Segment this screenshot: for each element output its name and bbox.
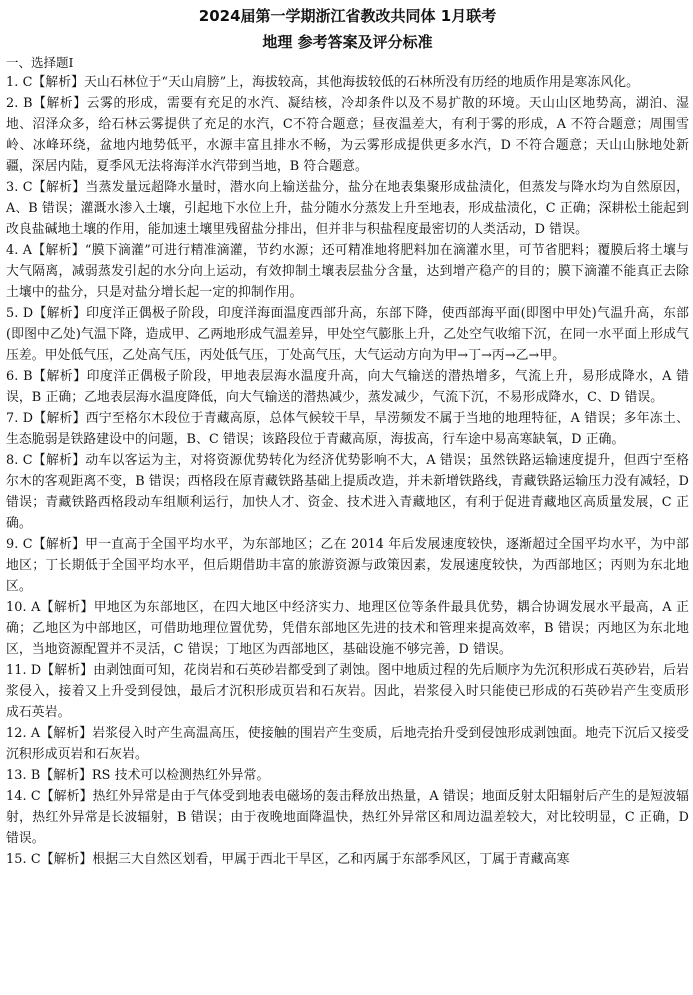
- answer-explanation: “膜下滴灌”可进行精准滴灌，节约水源；还可精准地将肥料加在滴灌水里，可节省肥料；覆膜后将土壤与大气隔离，减弱蒸发引起的水分向上运动，有效抑制土壤表层盐分含量，达到增产稳产的目的；膜下滴灌不能真正去除土壤中的盐分，只是对盐分增长起一定的抑制作用。: [6, 243, 689, 300]
- document-subtitle: 地理 参考答案及评分标准: [262, 33, 433, 51]
- answer-key: 9. C【解析】: [6, 537, 86, 552]
- answer-list: [6, 72, 689, 870]
- answer-key: 13. B【解析】: [6, 768, 92, 783]
- answer-key: 12. A【解析】: [6, 726, 93, 741]
- answer-item: [6, 303, 689, 366]
- answer-explanation: 云雾的形成，需要有充足的水汽、凝结核，冷却条件以及不易扩散的环境。天山山区地势高，湖泊、湿地、沼泽众多，给石林云雾提供了充足的水汽，C不符合题意；昼夜温差大，有利于雾的形成，A 不符合题意；周围雪岭、冰峰环绕，盆地内地势低平，水源丰富且排水不畅，为云雾形成提供更多水汽，D 不符合题意；天山山脉地处新疆，深居内陆，夏季风无法将海洋水汽带到当地，B 符合题意。: [6, 96, 690, 174]
- answer-explanation: 印度洋正偶极子阶段，甲地表层海水温度升高，向大气输送的潜热增多，气流上升，易形成降水，A 错误，B 正确；乙地表层海水温度降低，向大气输送的潜热减少，蒸发减少，气流下沉，不易形成降水，C、D 错误。: [6, 369, 689, 405]
- answer-explanation: 天山石林位于“天山肩膀”上，海拔较高，其他海拔较低的石林所没有历经的地质作用是寒冻风化。: [84, 75, 640, 90]
- answer-explanation: RS 技术可以检测热红外异常。: [91, 768, 270, 783]
- answer-key: 2. B【解析】: [6, 96, 87, 111]
- document-title: 2024届第一学期浙江省教改共同体 1月联考: [198, 7, 497, 25]
- answer-key: 14. C【解析】: [6, 789, 93, 804]
- answer-explanation: 印度洋正偶极子阶段，印度洋海面温度西部升高，东部下降，使西部海平面(即图中甲处)气温升高，东部(即图中乙处)气温下降，造成甲、乙两地形成气温差异，甲处空气膨胀上升，乙处空气收缩下沉，在同一水平面上形成气压差。甲处低气压，乙处高气压，丙处低气压，丁处高气压，大气运动方向为甲→丁→丙→乙→甲。: [6, 306, 690, 363]
- answer-explanation: 根据三大自然区划看，甲属于西北干旱区，乙和丙属于东部季风区，丁属于青藏高寒: [92, 852, 570, 867]
- answer-key: 4. A【解析】: [6, 243, 85, 258]
- answer-item: [6, 93, 689, 177]
- answer-key: 10. A【解析】: [6, 600, 94, 615]
- answer-key: 7. D【解析】: [6, 411, 86, 426]
- answer-item: [6, 765, 689, 786]
- answer-explanation: 热红外异常是由于气体受到地表电磁场的轰击释放出热量，A 错误；地面反射太阳辐射后产生的是短波辐射，热红外异常是长波辐射，B 错误；由于夜晚地面降温快，热红外异常区和周边温差较大，对比较明显，C 正确，D 错误。: [6, 789, 689, 846]
- answer-explanation: 甲一直高于全国平均水平，为东部地区；乙在 2014 年后发展速度较快，逐渐超过全国平均水平，为中部地区；丁长期低于全国平均水平，但后期借助丰富的旅游资源与政策因素，发展速度较快，为西部地区；丙则为东北地区。: [6, 537, 689, 594]
- answer-explanation: 由剥蚀面可知，花岗岩和石英砂岩都受到了剥蚀。图中地质过程的先后顺序为先沉积形成石英砂岩，后岩浆侵入，接着又上升受到侵蚀，最后才沉积形成页岩和石灰岩。因此，岩浆侵入时只能使已形成的石英砂岩产生变质形成石英岩。: [6, 663, 689, 720]
- answer-key: 6. B【解析】: [6, 369, 87, 384]
- answer-key: 5. D【解析】: [6, 306, 87, 321]
- section-heading: 一、选择题Ⅰ: [6, 55, 74, 70]
- answer-item: [6, 597, 689, 660]
- answer-explanation: 西宁至格尔木段位于青藏高原，总体气候较干旱，旱涝频发不属于当地的地理特征，A 错误；多年冻土、生态脆弱是铁路建设中的问题，B、C 错误；该路段位于青藏高原，海拔高，行车途中易高寒缺氧，D 正确。: [6, 411, 689, 447]
- answer-explanation: 甲地区为东部地区，在四大地区中经济实力、地理区位等条件最具优势，耦合协调发展水平最高，A 正确；乙地区为中部地区，可借助地理位置优势，凭借东部地区先进的技术和管理来提高效率，B 错误；丙地区为东北地区，当地资源配置并不灵活，C 错误；丁地区为西部地区，基础设施不够完善，D 错误。: [6, 600, 689, 657]
- answer-key: 1. C【解析】: [6, 75, 85, 90]
- answer-item: [6, 786, 689, 849]
- answer-key: 3. C【解析】: [6, 180, 86, 195]
- answer-item: [6, 450, 689, 534]
- answer-explanation: 动车以客运为主，对将资源优势转化为经济优势影响不大，A 错误；虽然铁路运输速度提升，但西宁至格尔木的客观距离不变，B 错误；西格段在原青藏铁路基础上提质改造，并未新增铁路线，青藏铁路运输压力没有减轻，D 错误；青藏铁路西格段动车组顺利运行，加快人才、资金、技术进入青藏地区，有利于促进青藏地区高质量发展，C 正确。: [6, 453, 689, 531]
- answer-item: [6, 177, 689, 240]
- answer-key: 15. C【解析】: [6, 852, 93, 867]
- answer-item: [6, 366, 689, 408]
- answer-key: 8. C【解析】: [6, 453, 86, 468]
- answer-item: [6, 723, 689, 765]
- answer-explanation: 岩浆侵入时产生高温高压，使接触的围岩产生变质，后地壳抬升受到侵蚀形成剥蚀面。地壳下沉后又接受沉积形成页岩和石灰岩。: [6, 726, 689, 762]
- answer-explanation: 当蒸发量远超降水量时，潜水向上输送盐分，盐分在地表集聚形成盐渍化，但蒸发与降水均为自然原因，A、B 错误；灌溉水渗入土壤，引起地下水位上升，盐分随水分蒸发上升至地表，形成盐渍化，C 正确；深耕松土能起到改良盐碱地土壤的作用，能加速土壤里残留盐分排出，但并非与积盐程度最密切的人类活动，D 错误。: [6, 180, 689, 237]
- answer-item: [6, 534, 689, 597]
- answer-item: [6, 660, 689, 723]
- answer-item: [6, 408, 689, 450]
- answer-key: 11. D【解析】: [6, 663, 94, 678]
- answer-item: [6, 72, 689, 93]
- answer-item: [6, 240, 689, 303]
- answer-item: [6, 849, 689, 870]
